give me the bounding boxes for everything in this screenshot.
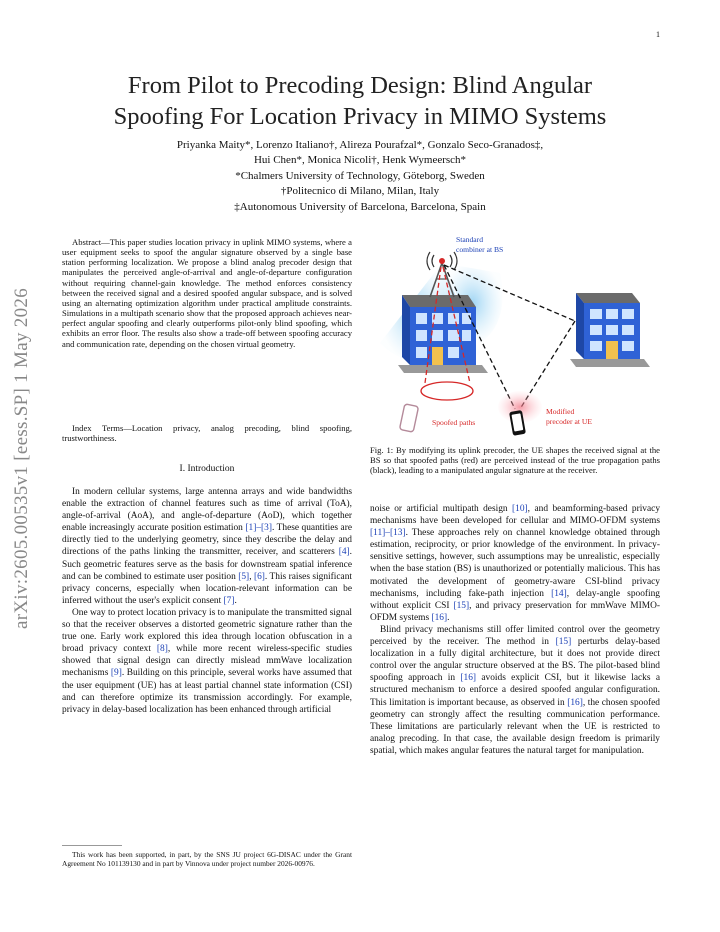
text-run: avoids explicit CSI, but it likewise lacks a structured mechanism to enforce a desired spoofed angular configuration. This limitation is important because, as observed in xyxy=(370,673,660,708)
page-number: 1 xyxy=(656,30,660,39)
text-run: , delay-angle spoofing without explicit CSI xyxy=(370,588,660,611)
intro-paragraph-1: In modern cellular systems, large antenna arrays and wide bandwidths enable the extraction of channel features such as time of arrival (ToA), angle-of-arrival (AoA), and angle-of-departure (AoD), which together enable increasingly accurate position estimation [1]–[3]. These quantities are directly tied to the underlying geometry, since they describe the delay and directions of the paths linking the transmitter, receiver, and scatterers [4]. Such geometric features serve as the basis for downstream spatial inference and can be combined to estimate user position [5], [6]. This raises significant privacy concerns, especially when location-relevant information can be inferred without the user's explicit consent [7]. xyxy=(62,487,353,606)
intro-paragraph-2 xyxy=(62,607,352,716)
text-run: , and beamforming-based privacy mechanisms have been developed for cellular and MIMO-OFDM systems xyxy=(370,504,661,527)
affiliation-polimi: †Politecnico di Milano, Milan, Italy xyxy=(280,185,440,198)
citation-link[interactable]: [14] xyxy=(551,588,567,599)
text-run: perturbs delay-based localization in a fully digital architecture, but it does not provide direct control over the angular structure observed at the BS. The pilot-based blind spoofing approach in xyxy=(370,637,660,684)
right-paragraph-2 xyxy=(370,624,660,757)
authors-line-2: Hui Chen*, Monica Nicoli†, Henk Wymeersch* xyxy=(253,154,467,167)
text-run: . Building on this principle, several works have assumed that the user equipment (UE) has at least partial channel state information (CSI) and can therefore optimize its transmission accordingly. For example, privacy in delay-based localization has been enhanced through artificial xyxy=(62,668,352,715)
section-heading-introduction: I. Introduction xyxy=(179,464,235,474)
text-run: One way to protect location privacy is to manipulate the transmitted signal so that the receiver observes a distorted geometric signature rather than the true one. Early work explored this idea through location obfuscation in a broad privacy context xyxy=(62,607,352,655)
citation-link[interactable]: [16] xyxy=(431,612,448,623)
footnote-rule xyxy=(62,845,122,846)
paper-title xyxy=(50,70,670,132)
citation-link[interactable]: [15] xyxy=(453,600,470,611)
text-run: , and privacy preservation for mmWave MIMO-OFDM systems xyxy=(370,600,660,623)
building-left-icon xyxy=(398,295,488,373)
affiliation-chalmers: *Chalmers University of Technology, Göteborg, Sweden xyxy=(235,169,485,182)
citation-link[interactable]: [16] xyxy=(460,673,477,684)
text-run: Blind privacy mechanisms still offer limited control over the geometry perceived by the receiver. The method in xyxy=(370,624,660,648)
spoofed-paths-ellipse xyxy=(421,382,473,400)
citation-link[interactable]: [15] xyxy=(555,637,572,648)
citation-link[interactable]: [11]–[13] xyxy=(370,528,406,539)
citation-link[interactable]: [6] xyxy=(253,571,265,582)
citation-link[interactable]: [8] xyxy=(156,644,168,655)
right-column-text xyxy=(370,503,660,757)
citation-link[interactable]: [1]–[3] xyxy=(245,523,272,534)
introduction-text xyxy=(62,486,352,716)
title-line-1: From Pilot to Precoding Design: Blind Angular xyxy=(127,72,593,99)
label-spoofed-paths: Spoofed paths xyxy=(432,418,476,427)
building-right-icon xyxy=(570,293,650,367)
citation-link[interactable]: [9] xyxy=(110,668,122,679)
text-run: . Such geometric features serve as the basis for downstream spatial inference and can be combined to estimate user position xyxy=(62,547,352,582)
figure-1-caption: Fig. 1: By modifying its uplink precoder, the UE shapes the received signal at the BS so that spoofed paths (red) are perceived instead of the true propagation paths (black), leading to a manipulated angular signature at the receiver. xyxy=(370,445,660,476)
label-modified-line-1: Modified xyxy=(546,407,575,416)
index-terms: Index Terms—Location privacy, analog precoding, blind spoofing, trustworthiness. xyxy=(62,423,352,444)
label-combiner-line-1: Standard xyxy=(456,235,483,244)
citation-link[interactable]: [5] xyxy=(238,571,250,582)
author-block xyxy=(60,138,660,215)
text-run: . This raises significant privacy concerns, especially when location-relevant information can be inferred without the user's explicit consent xyxy=(62,571,353,606)
title-line-2: Spoofing For Location Privacy in MIMO Systems xyxy=(113,103,607,130)
text-run: . These quantities are directly tied to the underlying geometry, since they describe the delay and directions of the paths linking the transmitter, receiver, and scatterers xyxy=(62,523,352,558)
text-run: . These approaches rely on channel knowledge obtained through estimation, reciprocity, or prior knowledge of the environment. In privacy-sensitive settings, however, such assumptions may be unrealistic, especially when the base station (BS) is unauthorized or potentially malicious. This has motivated the development of geometry-aware CSI-blind privacy mechanisms, including fake-path injection xyxy=(370,528,660,599)
footnote-funding: This work has been supported, in part, by the SNS JU project 6G-DISAC under the Grant Agreement No 101139130 and in part by Vinnova under project number 2026-00976. xyxy=(62,850,352,868)
text-run: In modern cellular systems, large antenna arrays and wide bandwidths enable the extraction of channel features such as time of arrival (ToA), angle-of-arrival (AoA), and angle-of-departure (AoD), which together enable increasingly accurate position estimation xyxy=(62,487,352,534)
citation-link[interactable]: [7] xyxy=(223,595,235,606)
text-run: , while more recent wireless-specific studies showed that signal design can directly mislead mmWave localization mechanisms xyxy=(62,644,352,679)
text-run: noise or artificial multipath design xyxy=(370,504,513,514)
authors-line-1: Priyanka Maity*, Lorenzo Italiano†, Alireza Pourafzal*, Gonzalo Seco-Granados‡, xyxy=(176,139,544,151)
right-paragraph-1: noise or artificial multipath design [10], and beamforming-based privacy mechanisms have been developed for cellular and MIMO-OFDM systems [11]–[13]. These approaches rely on channel knowledge obtained through estimation, reciprocity, or prior knowledge of the environment. In privacy-sensitive settings, however, such assumptions may be unrealistic, especially when the base station (BS) is unauthorized or potentially malicious. This has motivated the development of geometry-aware CSI-blind privacy mechanisms, including fake-path injection [14], delay-angle spoofing without explicit CSI [15], and privacy preservation for mmWave MIMO-OFDM systems [16]. xyxy=(370,504,661,623)
spoofed-ue-phone-icon xyxy=(399,404,418,432)
arxiv-stamp[interactable]: arXiv:2605.00535v1 [eess.SP] 1 May 2026 xyxy=(11,287,32,629)
label-combiner-line-2: combiner at BS xyxy=(456,245,504,254)
citation-link[interactable]: [4] xyxy=(338,547,350,558)
label-modified-line-2: precoder at UE xyxy=(546,417,592,426)
affiliation-uab: ‡Autonomous University of Barcelona, Barcelona, Spain xyxy=(234,200,486,213)
citation-link[interactable]: [10] xyxy=(512,504,528,514)
abstract: Abstract—This paper studies location privacy in uplink MIMO systems, where a user equipment seeks to spoof the angular signature observed by a single base station performing localization. We propose a blind analog precoder design that manipulates the perceived angle-of-arrival and angle-of-departure configuration without requiring channel-gain knowledge. The method enforces consistency between the received signal and a desired spoofed angular subspace, and is solved using an alternating optimization algorithm under practical amplitude constraints. Simulations in a multipath scenario show that the proposed approach achieves near-perfect angular spoofing and clearly outperforms pilot-only blind spoofing, which exhibits an error floor. The results also show a trade-off between spoofing accuracy and communication rate, depending on the chosen virtual geometry. xyxy=(62,237,352,349)
text-run: , the chosen spoofed geometry can strongly affect the resulting communication performance. These limitations are particularly relevant when the UE is restricted to analog precoding. In that case, the available design freedom is primarily spatial, which makes angular features the natural target for manipulation. xyxy=(370,697,660,756)
figure-1-illustration xyxy=(370,233,660,438)
citation-link[interactable]: [16] xyxy=(567,697,583,708)
